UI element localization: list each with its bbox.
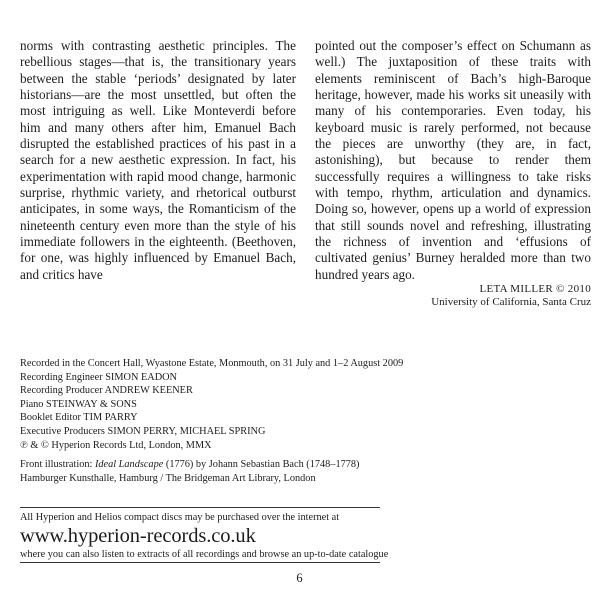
illustration-suffix: (1776) by Johann Sebastian Bach (1748–1778) xyxy=(163,459,360,471)
essay-paragraph-left: norms with contrasting aesthetic principles. The rebellious stages—that is, the transitionary years between the stable ‘periods’ designated by later historians—are the most unsettled, but often the most intriguing as well. Like Monteverdi before him and many others after him, Emanuel Bach disrupted the established practices of his past in a search for a new aesthetic expression. In fact, his experimentation with rapid mood change, harmonic surprise, rhythmic variety, and rhetorical outburst anticipates, in some ways, the Romanticism of the nineteenth century even more than the style of his immediate followers in the eighteenth. (Beethoven, for one, was highly influenced by Emanuel Bach, and critics have xyxy=(20,38,296,282)
credit-illustration xyxy=(20,458,580,472)
purchase-footer xyxy=(20,511,400,561)
listen-note: where you can also listen to extracts of all recordings and browse an up-to-date catalogue xyxy=(20,549,389,560)
illustration-title: Ideal Landscape xyxy=(94,459,164,471)
essay-column-left xyxy=(20,38,296,283)
author-name: LETA MILLER © 2010 xyxy=(479,283,591,296)
essay-column-right xyxy=(315,38,591,309)
credit-engineer: Recording Engineer SIMON EADON xyxy=(20,371,177,383)
author-affiliation: University of California, Santa Cruz xyxy=(431,296,591,309)
credit-illustration-source: Hamburger Kunsthalle, Hamburg / The Bridgeman Art Library, London xyxy=(20,472,316,484)
credit-piano: Piano STEINWAY & SONS xyxy=(20,398,137,410)
essay-paragraph-right: pointed out the composer’s effect on Schumann as well.) The juxtaposition of these traits with elements reminiscent of Bach’s high-Baroque heritage, however, made his works sit uneasily with many of his contemporaries. Even today, his keyboard music is rarely performed, not because the pieces are unworthy (they are, in fact, astonishing), but because to render them successfully requires a willingness to take risks with tempo, rhythm, articulation and dynamics. Doing so, however, opens up a world of expression that still sounds novel and refreshing, illustrating the richness of invention and ‘effusions of cultivated genius’ Burney heralded more than two hundred years ago. xyxy=(315,38,591,282)
credit-producer: Recording Producer ANDREW KEENER xyxy=(20,385,193,397)
credit-recorded: Recorded in the Concert Hall, Wyastone Estate, Monmouth, on 31 July and 1–2 August 2009 xyxy=(20,358,404,369)
credit-executive: Executive Producers SIMON PERRY, MICHAEL SPRING xyxy=(20,425,266,437)
website-link[interactable]: www.hyperion-records.co.uk xyxy=(20,525,256,547)
illustration-prefix: Front illustration: xyxy=(20,459,95,471)
credit-editor: Booklet Editor TIM PARRY xyxy=(20,412,138,424)
footer-rule-top xyxy=(20,507,380,508)
purchase-note: All Hyperion and Helios compact discs may be purchased over the internet at xyxy=(20,512,340,523)
footer-rule-bottom xyxy=(20,562,380,563)
credit-copyright: ℗ & © Hyperion Records Ltd, London, MMX xyxy=(20,439,212,451)
page-number: 6 xyxy=(296,571,303,585)
recording-credits xyxy=(20,357,580,485)
author-signature xyxy=(315,283,591,309)
